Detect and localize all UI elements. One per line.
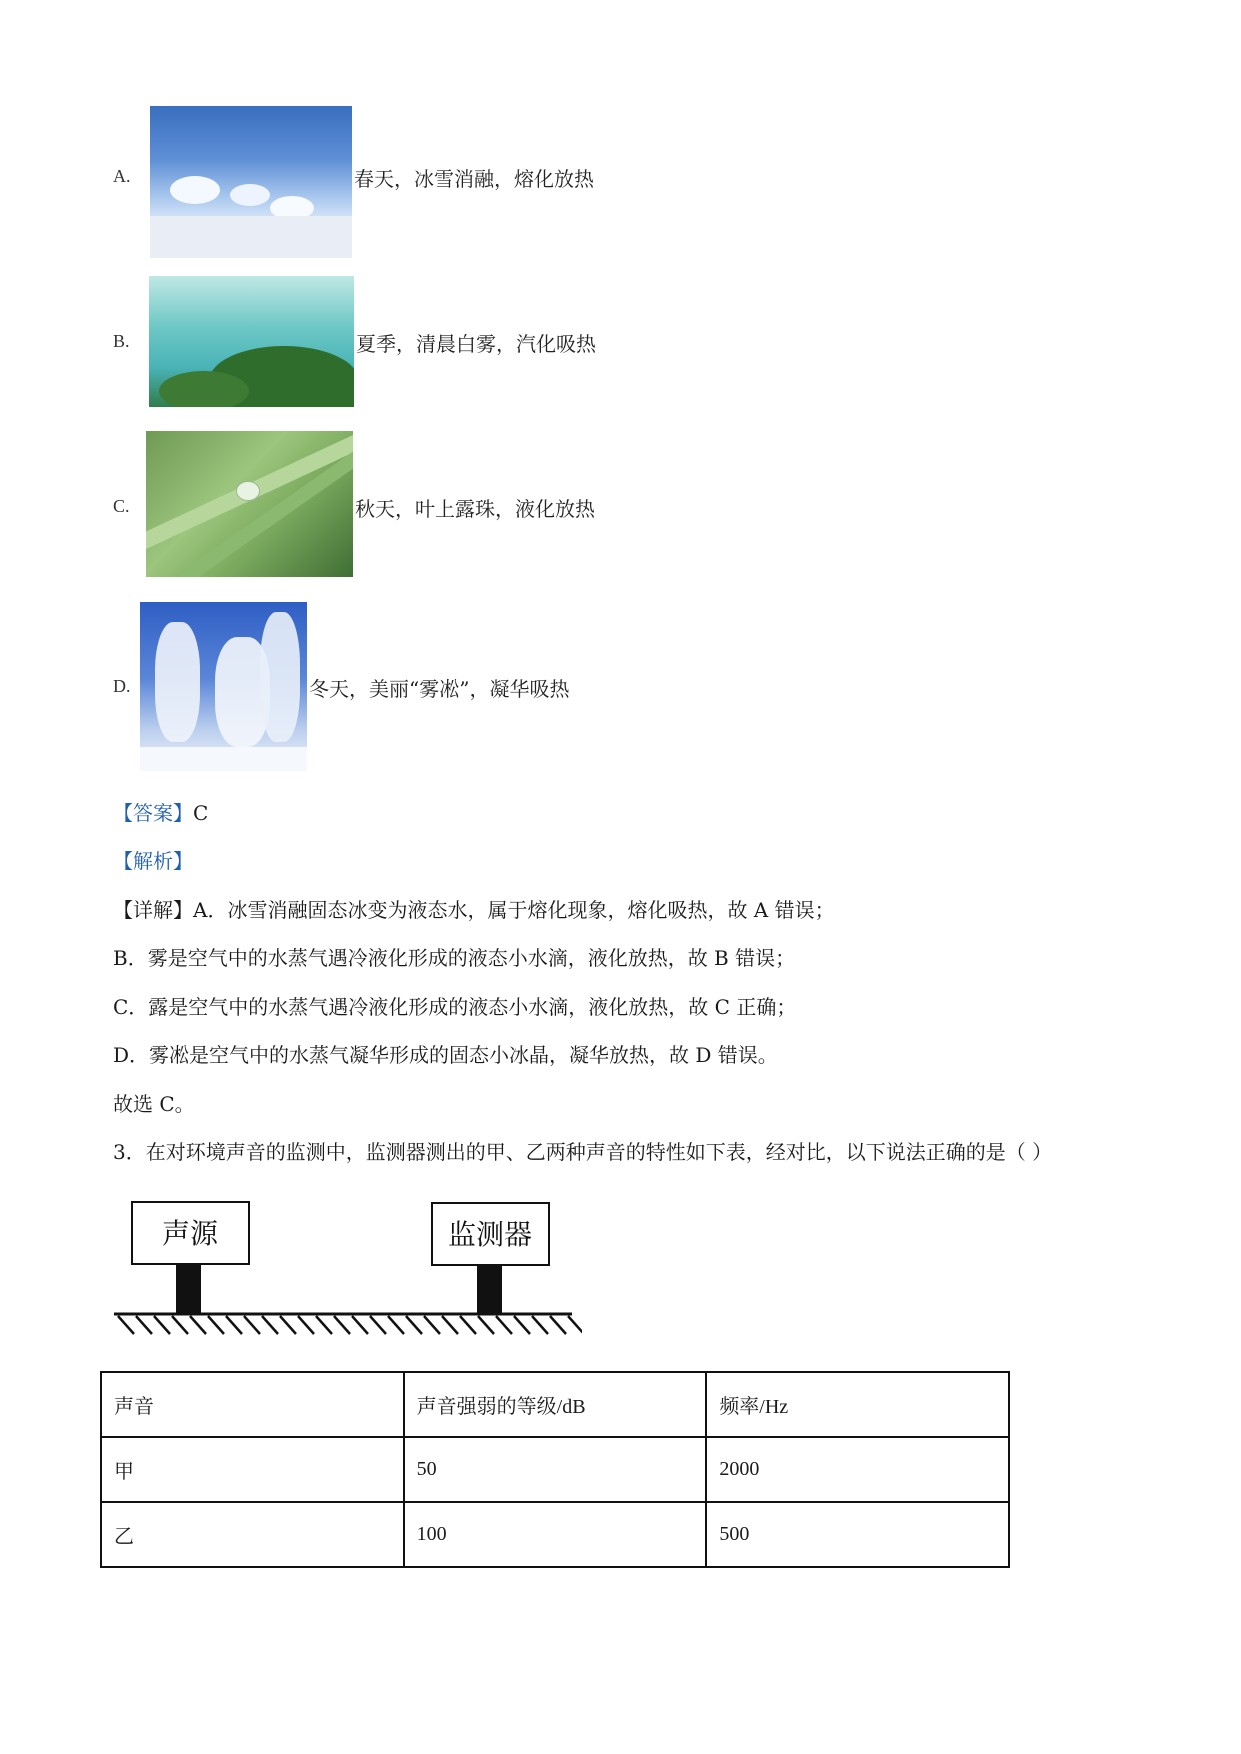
hatch-line (496, 1316, 512, 1334)
hatch-line (298, 1316, 314, 1334)
hatch-line (118, 1316, 134, 1334)
dew-leaf-photo (146, 431, 353, 577)
hatch-line (388, 1316, 404, 1334)
table-header-cell: 频率/Hz (706, 1372, 1009, 1437)
answer-tag: 【答案】 (113, 801, 193, 825)
option-label-d: D. (113, 676, 131, 696)
table-cell: 2000 (706, 1437, 1009, 1502)
rime-trees-photo (140, 602, 307, 771)
detail-line-b: B．雾是空气中的水蒸气遇冷液化形成的液态小水滴，液化放热，故 B 错误； (113, 946, 796, 970)
hatch-line (136, 1316, 152, 1334)
hatch-line (244, 1316, 260, 1334)
fog-lake-photo (149, 276, 354, 407)
answer-line (113, 797, 208, 826)
table-cell: 50 (404, 1437, 707, 1502)
ground-hatching (118, 1316, 582, 1334)
sound-data-table (100, 1371, 1010, 1568)
hatch-line (550, 1316, 566, 1334)
detail-line-c: C．露是空气中的水蒸气遇冷液化形成的液态小水滴，液化放热，故 C 正确； (113, 995, 797, 1019)
hatch-line (316, 1316, 332, 1334)
hatch-line (460, 1316, 476, 1334)
hatch-line (172, 1316, 188, 1334)
table-header-cell: 声音强弱的等级/dB (404, 1372, 707, 1437)
monitor-stand (477, 1265, 502, 1315)
option-text-a: 春天，冰雪消融，熔化放热 (354, 167, 594, 191)
hatch-line (262, 1316, 278, 1334)
analysis-tag: 【解析】 (113, 849, 193, 873)
hatch-line (208, 1316, 224, 1334)
table-row (101, 1437, 1009, 1502)
hatch-line (424, 1316, 440, 1334)
detail-tag: 【详解】 (113, 898, 193, 922)
hatch-line (280, 1316, 296, 1334)
hatch-line (568, 1316, 582, 1334)
table-row (101, 1502, 1009, 1567)
hatch-line (370, 1316, 386, 1334)
hatch-line (478, 1316, 494, 1334)
option-text-d: 冬天，美丽“雾凇”，凝华吸热 (309, 677, 570, 701)
option-text-b: 夏季，清晨白雾，汽化吸热 (356, 332, 596, 356)
detail-line-d: D．雾凇是空气中的水蒸气凝华形成的固态小冰晶，凝华放热，故 D 错误。 (113, 1043, 778, 1067)
table-header-cell: 声音 (101, 1372, 404, 1437)
snow-river-photo (150, 106, 352, 258)
detail-line-a (113, 894, 835, 923)
hatch-line (154, 1316, 170, 1334)
source-label: 声源 (161, 1217, 219, 1250)
analysis-line (113, 845, 193, 874)
hatch-line (334, 1316, 350, 1334)
option-label-c: C. (113, 496, 130, 516)
detail-text-a: A．冰雪消融固态冰变为液态水，属于熔化现象，熔化吸热，故 A 错误； (193, 898, 835, 922)
source-stand (176, 1264, 201, 1314)
hatch-line (442, 1316, 458, 1334)
monitor-label: 监测器 (447, 1218, 533, 1251)
table-header-row (101, 1372, 1009, 1437)
table-cell: 100 (404, 1502, 707, 1567)
table-cell: 甲 (101, 1437, 404, 1502)
table-cell: 乙 (101, 1502, 404, 1567)
question-3-text: 3．在对环境声音的监测中，监测器测出的甲、乙两种声音的特性如下表，经对比，以下说法正确的是（ ） (113, 1140, 1053, 1164)
hatch-line (226, 1316, 242, 1334)
option-label-b: B. (113, 331, 130, 351)
hatch-line (352, 1316, 368, 1334)
conclusion-line: 故选 C。 (113, 1092, 195, 1116)
hatch-line (406, 1316, 422, 1334)
hatch-line (190, 1316, 206, 1334)
option-text-c: 秋天，叶上露珠，液化放热 (355, 497, 595, 521)
table-cell: 500 (706, 1502, 1009, 1567)
hatch-line (532, 1316, 548, 1334)
sound-monitor-diagram (112, 1200, 582, 1350)
hatch-line (514, 1316, 530, 1334)
answer-value: C (193, 801, 209, 825)
option-label-a: A. (113, 166, 131, 186)
